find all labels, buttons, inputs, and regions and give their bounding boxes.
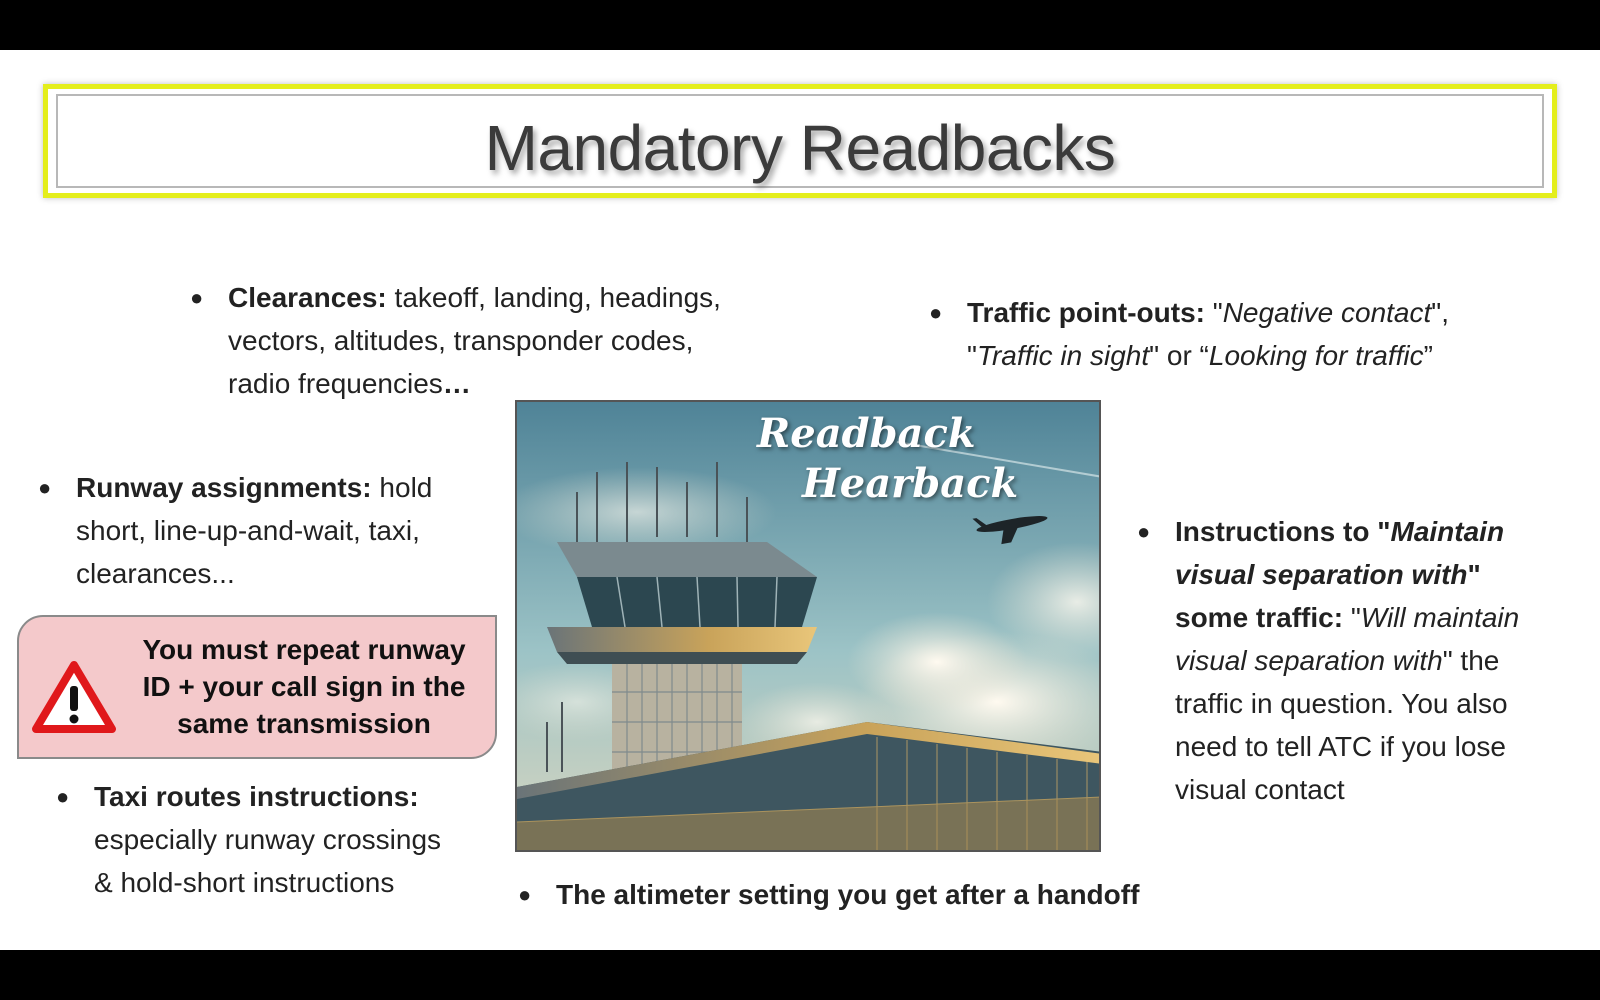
slide [0, 50, 1600, 950]
warning-text: You must repeat runway ID + your call sign in the same transmission [142, 634, 466, 739]
bullet-visual-separation: ● Instructions to "Maintain visual separation with" some traffic: "Will maintain visual separation with" the traffic in question. You also need to tell ATC if you lose visual contact [1175, 510, 1519, 811]
warning-callout [17, 615, 497, 759]
bullet-taxi-routes: ● Taxi routes instructions: especially runway crossings & hold-short instructions [94, 775, 441, 904]
bullet-dot: ● [1137, 519, 1151, 544]
bullet-runway-assignments: ● Runway assignments: hold short, line-up-and-wait, taxi, clearances... [76, 466, 432, 595]
bullet-clearances: ● Clearances: takeoff, landing, headings, vectors, altitudes, transponder codes, radio frequencies… [228, 276, 721, 405]
page-title: Mandatory Readbacks [484, 112, 1116, 184]
photo-caption-hearback: Hearback [802, 460, 1019, 507]
bullet-altimeter: ● The altimeter setting you get after a handoff [556, 873, 1139, 916]
bullet-dot: ● [190, 285, 204, 310]
photo-caption-readback: Readback [757, 410, 976, 457]
bullet-dot: ● [518, 882, 532, 907]
bullet-dot: ● [56, 784, 70, 809]
bullet-dot: ● [929, 300, 943, 325]
control-tower-image [515, 400, 1101, 852]
warning-triangle-icon [31, 659, 117, 735]
title-frame [43, 84, 1557, 198]
bullet-dot: ● [38, 475, 52, 500]
bullet-traffic-point-outs: ● Traffic point-outs: "Negative contact", "Traffic in sight" or “Looking for traffic” [967, 291, 1449, 377]
